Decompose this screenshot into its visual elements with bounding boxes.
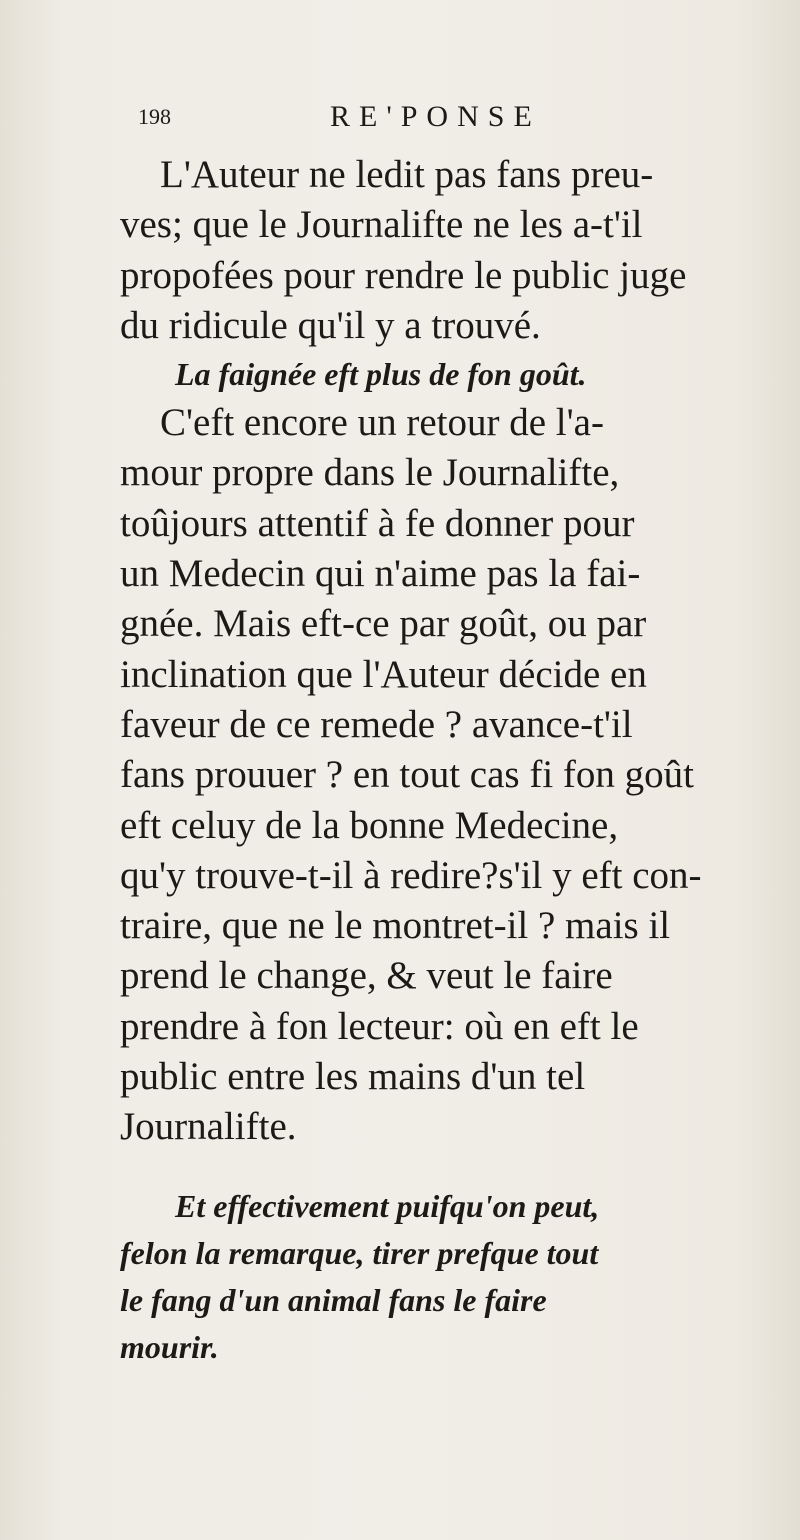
text-line: mour propre dans le Journalifte, — [120, 451, 620, 495]
page-header — [120, 100, 720, 140]
text-line: eft celuy de la bonne Medecine, — [120, 803, 619, 847]
quoted-line: La faignée eft plus de fon goût. — [175, 356, 587, 393]
text-line: fans prouuer ? en tout cas fi fon goût — [120, 753, 694, 797]
paragraph-gap — [120, 1153, 770, 1183]
text-line: public entre les mains d'un tel — [120, 1055, 586, 1099]
text-line: prend le change, & veut le faire — [120, 954, 613, 998]
text-line: prendre à fon lecteur: où en eft le — [120, 1004, 639, 1048]
quoted-line: le fang d'un animal fans le faire — [120, 1281, 547, 1318]
text-line: ves; que le Journalifte ne les a-t'il — [120, 203, 643, 247]
text-line: Journalifte. — [120, 1105, 297, 1149]
quoted-line: felon la remarque, tirer prefque tout — [120, 1234, 599, 1271]
text-line: inclination que l'Auteur décide en — [120, 652, 647, 696]
text-line: qu'y trouve-t-il à redire?s'il y eft con- — [120, 853, 702, 897]
text-line: gnée. Mais eft-ce par goût, ou par — [120, 602, 647, 646]
quoted-line: Et effectivement puifqu'on peut, — [175, 1187, 600, 1224]
running-head: RE'PONSE — [330, 100, 541, 133]
quoted-line: mourir. — [120, 1328, 219, 1365]
text-line: C'eft encore un retour de l'a- — [160, 401, 604, 445]
text-line: faveur de ce remede ? avance-t'il — [120, 702, 633, 746]
text-line: un Medecin qui n'aime pas la fai- — [120, 552, 641, 596]
page-text — [120, 150, 770, 1371]
text-line: du ridicule qu'il y a trouvé. — [120, 303, 541, 347]
text-line: traire, que ne le montret-il ? mais il — [120, 904, 671, 948]
text-line: L'Auteur ne ledit pas fans preu- — [160, 153, 654, 196]
text-line: toûjours attentif à fe donner pour — [120, 501, 635, 545]
text-line: propofées pour rendre le public juge — [120, 253, 687, 297]
page-number: 198 — [138, 104, 171, 129]
